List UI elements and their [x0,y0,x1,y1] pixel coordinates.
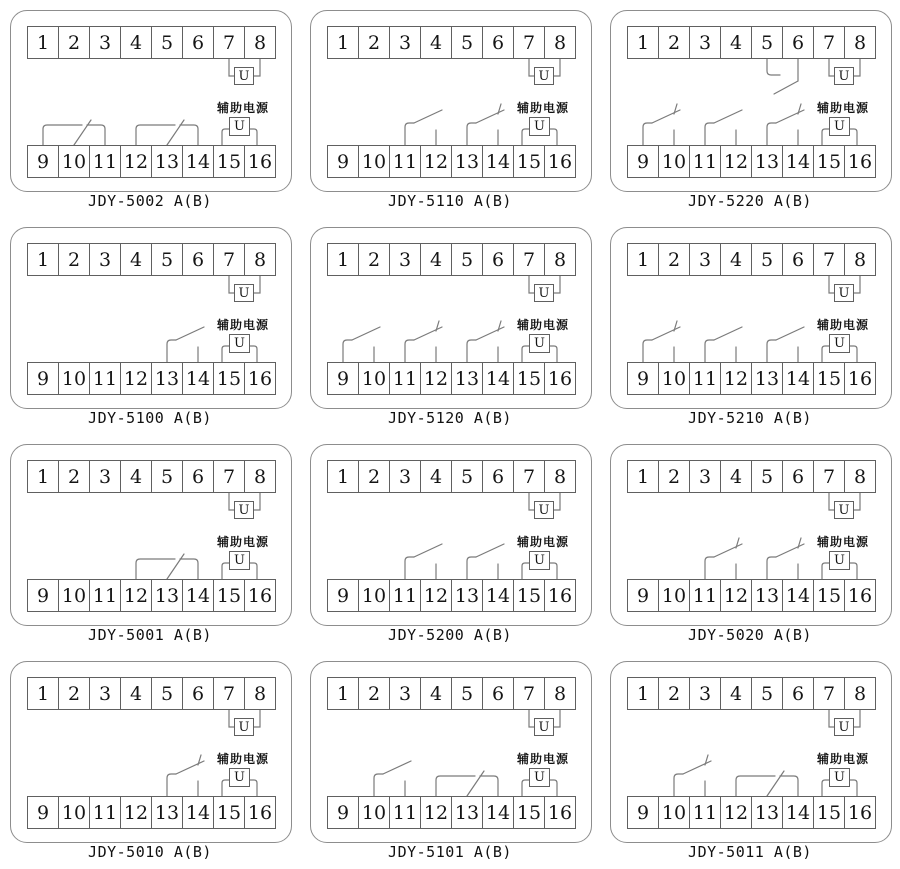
terminal-6: 6 [482,677,514,710]
terminal-4: 4 [720,460,752,493]
terminal-panel [610,444,892,626]
relay-diagram-unit [600,434,900,651]
terminal-row-top [27,460,276,493]
aux-voltage-u-box: U [529,334,550,353]
terminal-11: 11 [89,579,121,612]
terminal-2: 2 [358,460,390,493]
terminal-row-bottom [327,796,576,829]
terminal-panel [610,10,892,192]
terminal-10: 10 [58,362,90,395]
terminal-9: 9 [327,145,359,178]
terminal-9: 9 [27,145,59,178]
terminal-row-top [327,677,576,710]
aux-voltage-u-box: U [229,551,250,570]
terminal-13: 13 [451,362,483,395]
terminal-6: 6 [782,243,814,276]
terminal-3: 3 [389,243,421,276]
aux-voltage-u-box: U [529,117,550,136]
terminal-panel [10,661,292,843]
terminal-15: 15 [813,362,845,395]
terminal-4: 4 [120,677,152,710]
terminal-2: 2 [58,26,90,59]
terminal-8: 8 [244,677,276,710]
terminal-10: 10 [658,579,690,612]
terminal-13: 13 [751,145,783,178]
terminal-9: 9 [327,796,359,829]
terminal-6: 6 [482,26,514,59]
terminal-7: 7 [213,460,245,493]
aux-voltage-u-box: U [229,117,250,136]
relay-diagram-unit [0,651,300,868]
terminal-14: 14 [482,796,514,829]
terminal-4: 4 [120,243,152,276]
terminal-8: 8 [544,26,576,59]
model-title: JDY-5010 A(B) [88,843,212,861]
terminal-9: 9 [327,362,359,395]
terminal-15: 15 [513,796,545,829]
terminal-panel [610,661,892,843]
terminal-row-bottom [27,145,276,178]
voltage-u-box: U [234,67,254,85]
terminal-14: 14 [782,145,814,178]
terminal-3: 3 [689,243,721,276]
terminal-16: 16 [544,362,576,395]
model-title: JDY-5120 A(B) [388,409,512,427]
terminal-panel [310,444,592,626]
terminal-16: 16 [844,362,876,395]
terminal-1: 1 [627,460,659,493]
terminal-8: 8 [244,26,276,59]
terminal-8: 8 [844,460,876,493]
terminal-7: 7 [213,677,245,710]
terminal-9: 9 [627,579,659,612]
terminal-4: 4 [720,26,752,59]
aux-power-label: 辅助电源 [516,101,569,115]
terminal-8: 8 [844,677,876,710]
terminal-10: 10 [658,796,690,829]
aux-voltage-u-box: U [529,768,550,787]
model-title: JDY-5110 A(B) [388,192,512,210]
terminal-11: 11 [689,145,721,178]
terminal-4: 4 [420,677,452,710]
terminal-2: 2 [658,677,690,710]
terminal-4: 4 [120,460,152,493]
terminal-5: 5 [451,26,483,59]
aux-voltage-u-box: U [829,117,850,136]
terminal-11: 11 [689,796,721,829]
terminal-row-top [327,460,576,493]
aux-power-label: 辅助电源 [516,752,569,766]
terminal-13: 13 [751,362,783,395]
relay-diagram-unit [300,434,600,651]
terminal-6: 6 [482,460,514,493]
terminal-12: 12 [420,145,452,178]
terminal-13: 13 [151,796,183,829]
relay-diagram-unit [600,217,900,434]
terminal-4: 4 [420,26,452,59]
terminal-13: 13 [451,796,483,829]
terminal-2: 2 [658,460,690,493]
terminal-6: 6 [182,460,214,493]
terminal-panel [610,227,892,409]
terminal-row-bottom [327,362,576,395]
terminal-14: 14 [482,145,514,178]
terminal-11: 11 [389,796,421,829]
model-title: JDY-5220 A(B) [688,192,812,210]
terminal-11: 11 [89,362,121,395]
terminal-3: 3 [389,677,421,710]
terminal-2: 2 [358,243,390,276]
relay-diagram-unit [0,434,300,651]
voltage-u-box: U [234,284,254,302]
terminal-2: 2 [658,243,690,276]
voltage-u-box: U [834,67,854,85]
terminal-row-top [627,677,876,710]
terminal-3: 3 [389,460,421,493]
terminal-16: 16 [844,796,876,829]
terminal-2: 2 [58,243,90,276]
terminal-11: 11 [689,579,721,612]
terminal-row-top [627,26,876,59]
terminal-15: 15 [213,579,245,612]
terminal-1: 1 [327,26,359,59]
terminal-row-top [627,243,876,276]
terminal-6: 6 [782,677,814,710]
terminal-row-bottom [27,362,276,395]
terminal-14: 14 [482,362,514,395]
terminal-6: 6 [782,26,814,59]
terminal-8: 8 [844,243,876,276]
terminal-7: 7 [213,243,245,276]
terminal-14: 14 [182,579,214,612]
terminal-4: 4 [720,677,752,710]
terminal-5: 5 [151,243,183,276]
aux-power-label: 辅助电源 [816,752,869,766]
terminal-row-bottom [627,579,876,612]
aux-voltage-u-box: U [229,768,250,787]
terminal-15: 15 [213,145,245,178]
terminal-3: 3 [89,677,121,710]
relay-diagram-unit [0,0,300,217]
terminal-13: 13 [751,579,783,612]
terminal-5: 5 [151,677,183,710]
terminal-4: 4 [420,460,452,493]
terminal-6: 6 [482,243,514,276]
terminal-15: 15 [813,579,845,612]
terminal-8: 8 [244,243,276,276]
terminal-5: 5 [151,26,183,59]
terminal-13: 13 [751,796,783,829]
terminal-2: 2 [358,26,390,59]
terminal-1: 1 [627,243,659,276]
terminal-5: 5 [451,460,483,493]
terminal-13: 13 [151,579,183,612]
terminal-1: 1 [327,460,359,493]
aux-power-label: 辅助电源 [216,318,269,332]
aux-power-label: 辅助电源 [216,752,269,766]
terminal-5: 5 [751,243,783,276]
aux-power-label: 辅助电源 [516,535,569,549]
terminal-12: 12 [120,362,152,395]
aux-power-label: 辅助电源 [816,101,869,115]
terminal-1: 1 [327,677,359,710]
terminal-15: 15 [813,796,845,829]
terminal-9: 9 [627,796,659,829]
terminal-panel [10,444,292,626]
terminal-panel [10,227,292,409]
voltage-u-box: U [834,501,854,519]
terminal-5: 5 [751,677,783,710]
terminal-3: 3 [389,26,421,59]
model-title: JDY-5200 A(B) [388,626,512,644]
terminal-11: 11 [389,145,421,178]
terminal-12: 12 [420,362,452,395]
terminal-13: 13 [151,145,183,178]
terminal-row-top [27,243,276,276]
terminal-9: 9 [27,362,59,395]
terminal-row-bottom [27,796,276,829]
terminal-5: 5 [751,460,783,493]
terminal-15: 15 [513,145,545,178]
terminal-11: 11 [89,145,121,178]
terminal-13: 13 [451,579,483,612]
terminal-5: 5 [751,26,783,59]
model-title: JDY-5101 A(B) [388,843,512,861]
terminal-12: 12 [720,145,752,178]
terminal-16: 16 [244,145,276,178]
terminal-10: 10 [358,796,390,829]
relay-diagram-unit [600,651,900,868]
terminal-9: 9 [27,796,59,829]
terminal-4: 4 [720,243,752,276]
voltage-u-box: U [834,284,854,302]
relay-diagram-unit [600,0,900,217]
terminal-12: 12 [720,579,752,612]
terminal-12: 12 [420,579,452,612]
terminal-8: 8 [544,677,576,710]
voltage-u-box: U [534,501,554,519]
terminal-10: 10 [358,579,390,612]
terminal-9: 9 [27,579,59,612]
terminal-row-bottom [327,145,576,178]
terminal-row-top [627,460,876,493]
terminal-12: 12 [720,362,752,395]
terminal-7: 7 [813,26,845,59]
aux-power-label: 辅助电源 [816,535,869,549]
terminal-3: 3 [89,243,121,276]
terminal-7: 7 [813,460,845,493]
terminal-14: 14 [182,145,214,178]
terminal-7: 7 [813,243,845,276]
voltage-u-box: U [534,67,554,85]
aux-voltage-u-box: U [829,334,850,353]
aux-power-label: 辅助电源 [516,318,569,332]
terminal-16: 16 [544,796,576,829]
terminal-row-top [27,677,276,710]
terminal-14: 14 [782,579,814,612]
terminal-14: 14 [782,796,814,829]
model-title: JDY-5001 A(B) [88,626,212,644]
terminal-row-top [27,26,276,59]
aux-voltage-u-box: U [229,334,250,353]
terminal-1: 1 [27,243,59,276]
aux-power-label: 辅助电源 [216,101,269,115]
terminal-13: 13 [151,362,183,395]
voltage-u-box: U [834,718,854,736]
terminal-1: 1 [27,460,59,493]
terminal-10: 10 [58,796,90,829]
terminal-6: 6 [782,460,814,493]
terminal-10: 10 [58,579,90,612]
terminal-7: 7 [213,26,245,59]
terminal-row-bottom [627,796,876,829]
terminal-14: 14 [482,579,514,612]
terminal-3: 3 [689,677,721,710]
terminal-13: 13 [451,145,483,178]
terminal-8: 8 [844,26,876,59]
terminal-10: 10 [658,145,690,178]
terminal-9: 9 [627,145,659,178]
terminal-12: 12 [720,796,752,829]
terminal-10: 10 [658,362,690,395]
terminal-1: 1 [27,677,59,710]
terminal-16: 16 [544,145,576,178]
terminal-12: 12 [120,796,152,829]
terminal-3: 3 [89,460,121,493]
terminal-5: 5 [451,677,483,710]
terminal-7: 7 [513,677,545,710]
terminal-6: 6 [182,677,214,710]
terminal-11: 11 [389,579,421,612]
terminal-7: 7 [513,243,545,276]
terminal-panel [310,227,592,409]
terminal-5: 5 [151,460,183,493]
terminal-9: 9 [627,362,659,395]
terminal-3: 3 [689,26,721,59]
terminal-7: 7 [513,26,545,59]
terminal-1: 1 [627,26,659,59]
model-title: JDY-5002 A(B) [88,192,212,210]
terminal-4: 4 [120,26,152,59]
terminal-2: 2 [58,677,90,710]
voltage-u-box: U [534,284,554,302]
terminal-panel [310,10,592,192]
terminal-14: 14 [782,362,814,395]
terminal-2: 2 [358,677,390,710]
terminal-1: 1 [627,677,659,710]
terminal-10: 10 [358,145,390,178]
aux-power-label: 辅助电源 [216,535,269,549]
model-title: JDY-5210 A(B) [688,409,812,427]
terminal-1: 1 [327,243,359,276]
model-title: JDY-5100 A(B) [88,409,212,427]
relay-diagram-unit [0,217,300,434]
terminal-5: 5 [451,243,483,276]
terminal-row-bottom [627,362,876,395]
terminal-row-bottom [27,579,276,612]
terminal-16: 16 [844,579,876,612]
terminal-10: 10 [358,362,390,395]
terminal-9: 9 [327,579,359,612]
terminal-7: 7 [513,460,545,493]
terminal-11: 11 [389,362,421,395]
relay-diagram-unit [300,0,600,217]
terminal-3: 3 [689,460,721,493]
terminal-8: 8 [544,243,576,276]
terminal-16: 16 [244,579,276,612]
aux-power-label: 辅助电源 [816,318,869,332]
aux-voltage-u-box: U [829,551,850,570]
terminal-6: 6 [182,243,214,276]
terminal-row-bottom [627,145,876,178]
voltage-u-box: U [234,501,254,519]
relay-diagram-unit [300,217,600,434]
terminal-15: 15 [513,579,545,612]
terminal-2: 2 [658,26,690,59]
terminal-8: 8 [244,460,276,493]
terminal-2: 2 [58,460,90,493]
terminal-15: 15 [213,796,245,829]
terminal-6: 6 [182,26,214,59]
terminal-11: 11 [689,362,721,395]
terminal-7: 7 [813,677,845,710]
terminal-panel [310,661,592,843]
terminal-12: 12 [120,145,152,178]
terminal-1: 1 [27,26,59,59]
terminal-16: 16 [244,362,276,395]
aux-voltage-u-box: U [829,768,850,787]
terminal-4: 4 [420,243,452,276]
terminal-15: 15 [813,145,845,178]
relay-diagram-unit [300,651,600,868]
voltage-u-box: U [534,718,554,736]
terminal-3: 3 [89,26,121,59]
terminal-15: 15 [513,362,545,395]
terminal-panel [10,10,292,192]
terminal-10: 10 [58,145,90,178]
voltage-u-box: U [234,718,254,736]
terminal-15: 15 [213,362,245,395]
model-title: JDY-5011 A(B) [688,843,812,861]
aux-voltage-u-box: U [529,551,550,570]
terminal-12: 12 [420,796,452,829]
terminal-8: 8 [544,460,576,493]
terminal-16: 16 [544,579,576,612]
terminal-16: 16 [844,145,876,178]
terminal-12: 12 [120,579,152,612]
terminal-row-bottom [327,579,576,612]
terminal-16: 16 [244,796,276,829]
terminal-14: 14 [182,796,214,829]
terminal-11: 11 [89,796,121,829]
model-title: JDY-5020 A(B) [688,626,812,644]
terminal-row-top [327,26,576,59]
terminal-row-top [327,243,576,276]
terminal-14: 14 [182,362,214,395]
